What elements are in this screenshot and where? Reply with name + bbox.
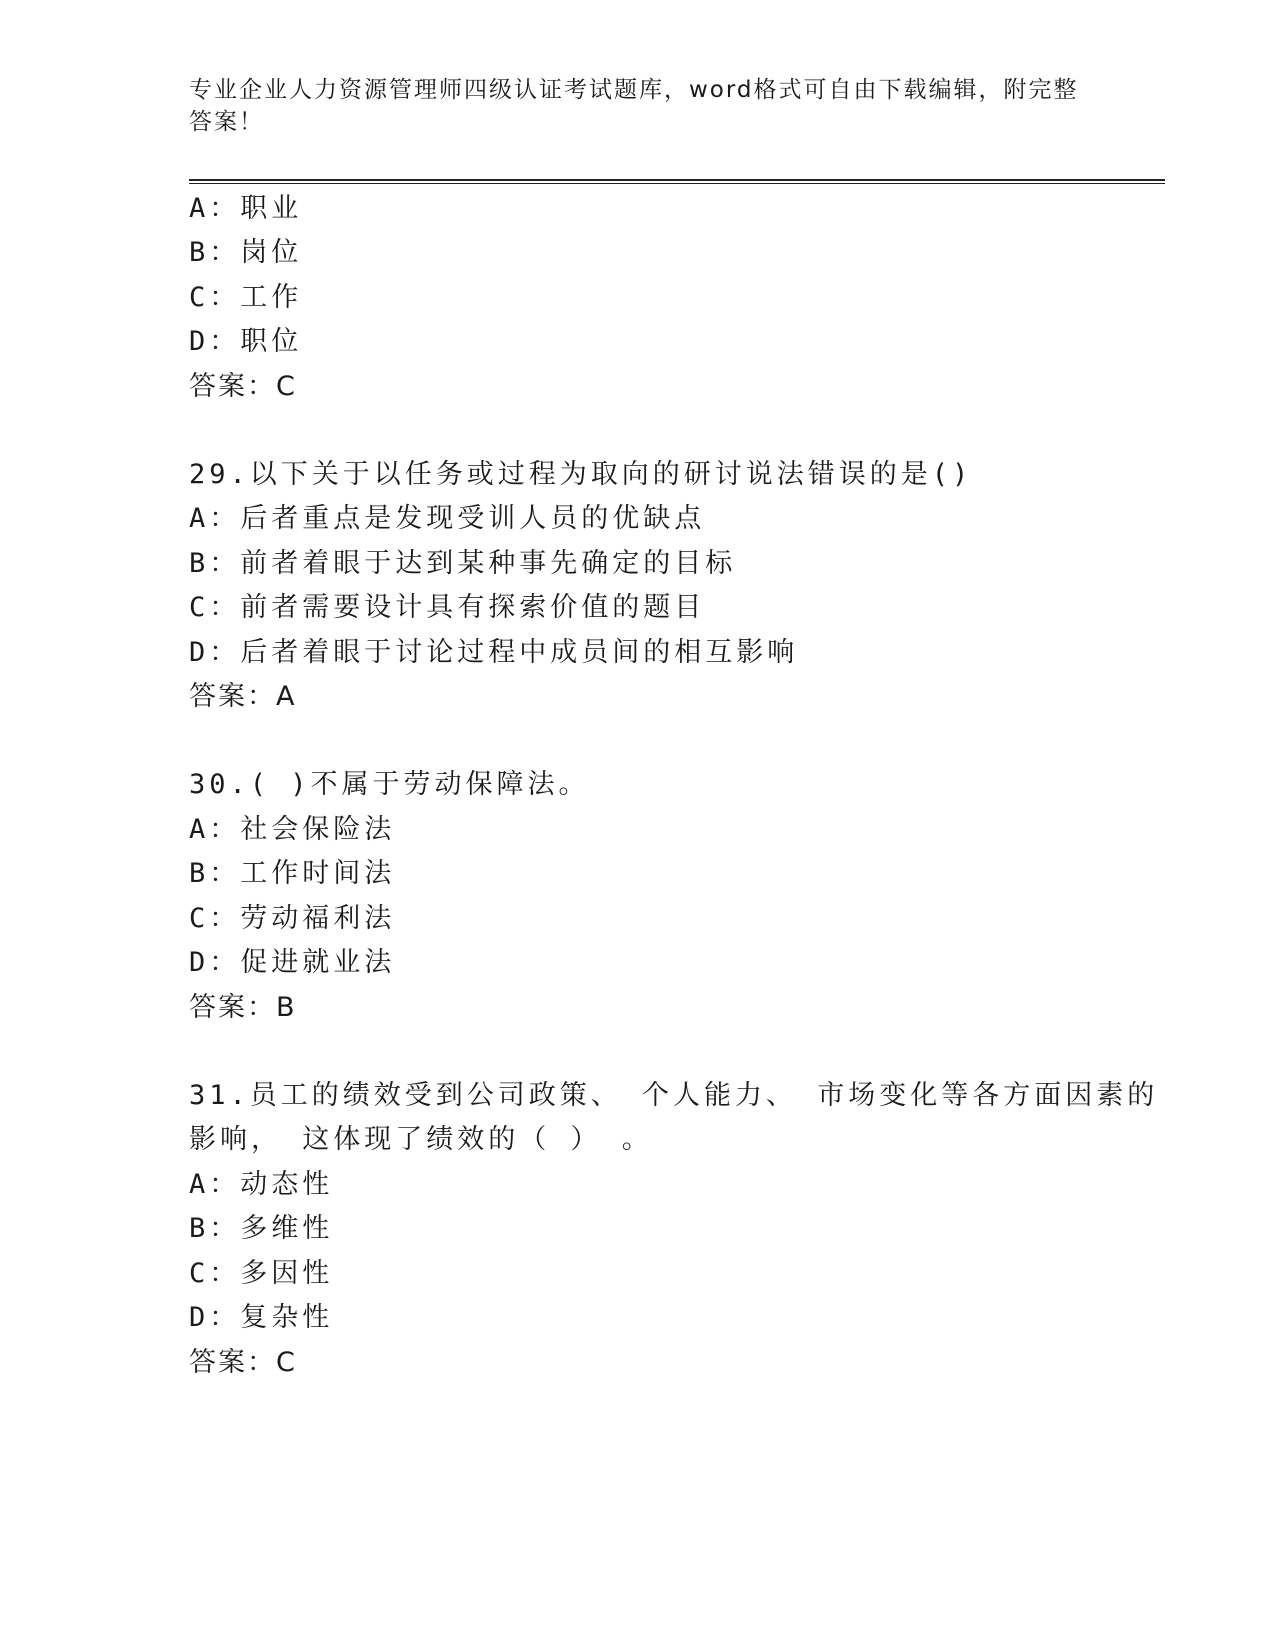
q28-option-a: A：职业	[189, 193, 303, 224]
q31-option-d: D：复杂性	[189, 1302, 334, 1333]
header-divider-thin	[189, 183, 1165, 184]
q30-stem: 30.( )不属于劳动保障法。	[189, 769, 590, 800]
q29-option-d: D：后者着眼于讨论过程中成员间的相互影响	[189, 637, 799, 668]
q30-option-a: A：社会保险法	[189, 814, 396, 845]
q29-option-b: B：前者着眼于达到某种事先确定的目标	[189, 548, 737, 579]
q28-answer: 答案：C	[189, 371, 297, 402]
q29-option-a: A：后者重点是发现受训人员的优缺点	[189, 503, 706, 534]
q30-option-c: C：劳动福利法	[189, 903, 396, 934]
q28-option-d: D：职位	[189, 326, 303, 357]
q31-stem-line-2: 影响， 这体现了绩效的（ ） 。	[189, 1124, 653, 1155]
q31-option-b: B：多维性	[189, 1213, 334, 1244]
q31-answer: 答案：C	[189, 1347, 297, 1378]
q31-stem-line-1: 31.员工的绩效受到公司政策、 个人能力、 市场变化等各方面因素的	[189, 1080, 1159, 1111]
q29-option-c: C：前者需要设计具有探索价值的题目	[189, 592, 706, 623]
document-header	[189, 74, 1089, 138]
q31-option-c: C：多因性	[189, 1258, 334, 1289]
q28-option-c: C：工作	[189, 282, 303, 313]
q30-option-b: B：工作时间法	[189, 858, 396, 889]
q28-option-b: B：岗位	[189, 237, 303, 268]
q30-option-d: D：促进就业法	[189, 947, 396, 978]
header-line-2: 答案！	[189, 109, 264, 135]
q29-answer: 答案：A	[189, 681, 297, 712]
q30-answer: 答案：B	[189, 992, 297, 1023]
q31-option-a: A：动态性	[189, 1169, 334, 1200]
header-divider-thick	[189, 179, 1165, 181]
header-line-1: 专业企业人力资源管理师四级认证考试题库，word格式可自由下载编辑，附完整	[189, 77, 1079, 103]
q29-stem: 29.以下关于以任务或过程为取向的研讨说法错误的是()	[189, 459, 973, 490]
